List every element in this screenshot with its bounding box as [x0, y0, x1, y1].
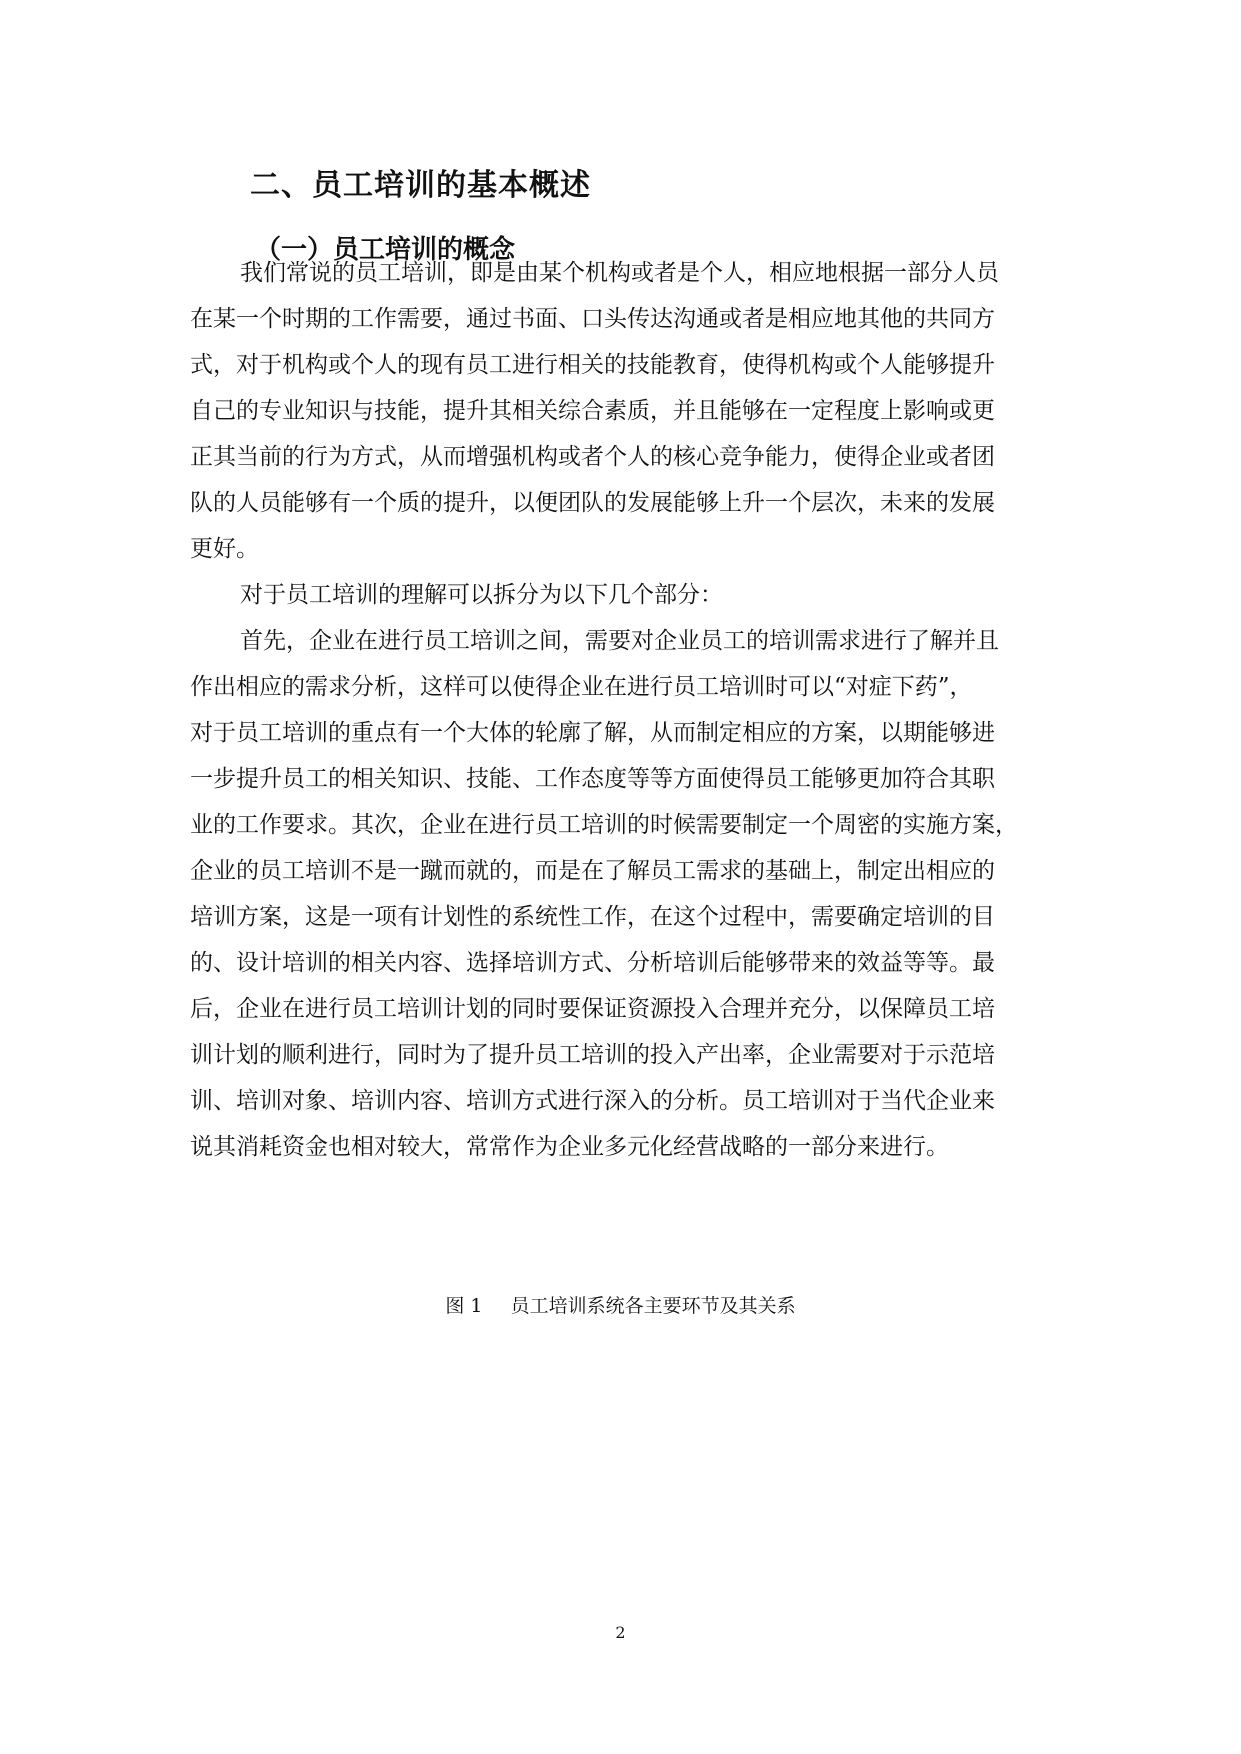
paragraph-1-line-7: 更好。: [190, 536, 259, 562]
paragraph-3-line-8: 的、设计培训的相关内容、选择培训方式、分析培训后能够带来的效益等等。最: [190, 950, 995, 976]
paragraph-3-line-11: 训、培训对象、培训内容、培训方式进行深入的分析。员工培训对于当代企业来: [190, 1088, 995, 1114]
paragraph-3-line-9: 后，企业在进行员工培训计划的同时要保证资源投入合理并充分，以保障员工培: [190, 996, 995, 1022]
paragraph-1-line-3: 式，对于机构或个人的现有员工进行相关的技能教育，使得机构或个人能够提升: [190, 352, 995, 378]
paragraph-3-line-10: 训计划的顺利进行，同时为了提升员工培训的投入产出率，企业需要对于示范培: [190, 1042, 995, 1068]
paragraph-3-line-3: 对于员工培训的重点有一个大体的轮廓了解，从而制定相应的方案，以期能够进: [190, 720, 995, 746]
figure-caption-text: 员工培训系统各主要环节及其关系: [510, 1295, 796, 1317]
paragraph-3-line-6: 企业的员工培训不是一蹴而就的，而是在了解员工需求的基础上，制定出相应的: [190, 858, 995, 884]
paragraph-1-line-5: 正其当前的行为方式，从而增强机构或者个人的核心竞争能力，使得企业或者团: [190, 444, 995, 470]
section-heading: 二、员工培训的基本概述: [250, 168, 591, 203]
paragraph-1-line-2: 在某一个时期的工作需要，通过书面、口头传达沟通或者是相应地其他的共同方: [190, 306, 995, 332]
figure-caption-label: 图 1: [445, 1295, 483, 1317]
paragraph-1-line-4: 自己的专业知识与技能，提升其相关综合素质，并且能够在一定程度上影响或更: [190, 398, 995, 424]
paragraph-1-line-6: 队的人员能够有一个质的提升，以便团队的发展能够上升一个层次，未来的发展: [190, 490, 995, 516]
paragraph-3-line-4: 一步提升员工的相关知识、技能、工作态度等等方面使得员工能够更加符合其职: [190, 766, 995, 792]
paragraph-3-line-12: 说其消耗资金也相对较大，常常作为企业多元化经营战略的一部分来进行。: [190, 1134, 949, 1160]
paragraph-1-line-1: 我们常说的员工培训，即是由某个机构或者是个人，相应地根据一部分人员: [240, 260, 999, 286]
figure-caption: [0, 1291, 1241, 1318]
subsection-heading: （一）员工培训的概念: [255, 235, 516, 265]
paragraph-3-line-5: 业的工作要求。其次，企业在进行员工培训的时候需要制定一个周密的实施方案，: [190, 812, 1018, 838]
paragraph-3-line-2: 作出相应的需求分析，这样可以使得企业在进行员工培训时可以“对症下药”，: [190, 674, 973, 700]
page-number: 2: [615, 1623, 626, 1642]
paragraph-2-line-1: 对于员工培训的理解可以拆分为以下几个部分：: [240, 582, 723, 608]
paragraph-3-line-1: 首先，企业在进行员工培训之间，需要对企业员工的培训需求进行了解并且: [240, 628, 999, 654]
paragraph-3-line-7: 培训方案，这是一项有计划性的系统性工作，在这个过程中，需要确定培训的目: [190, 904, 995, 930]
